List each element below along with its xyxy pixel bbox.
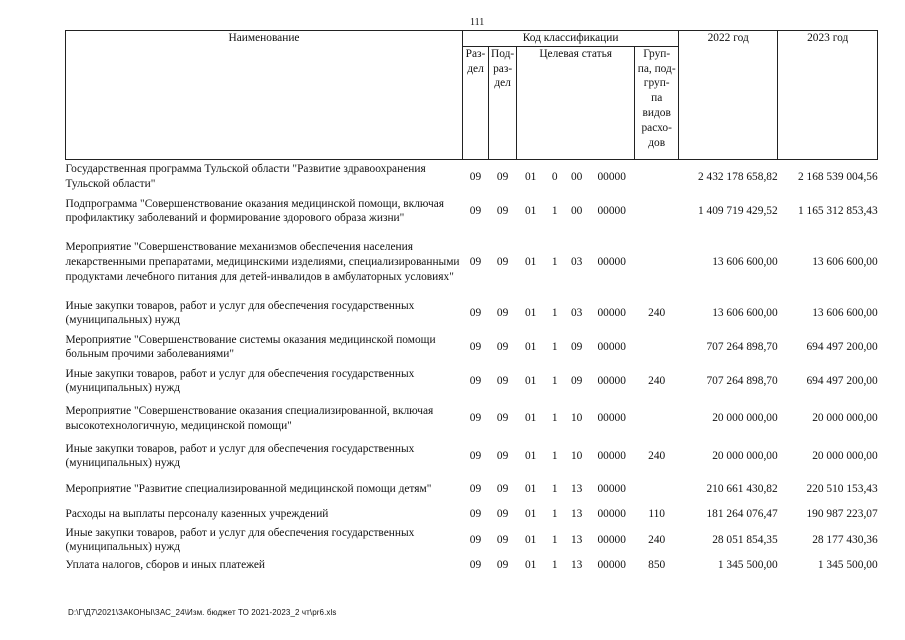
row-amount-2023: 694 497 200,00 (806, 340, 878, 353)
table-row (66, 523, 878, 557)
table-row (66, 228, 878, 296)
row-section: 09 (469, 255, 482, 268)
row-amount-2022: 1 345 500,00 (717, 559, 778, 572)
row-target-event: 10 (570, 412, 583, 425)
file-path-footer: D:\Г\Д7\2021\ЗАКОНЫ\ЗАС_24\Изм. бюджет ТО 2021-2023_2 чт\pr6.xls (68, 608, 337, 617)
row-target-event: 03 (570, 306, 583, 319)
row-target-direction: 00000 (597, 559, 626, 572)
header-section: Раз- дел (463, 46, 489, 159)
row-target-subprogram: 1 (551, 306, 558, 319)
row-target-subprogram: 1 (551, 559, 558, 572)
row-section: 09 (469, 483, 482, 496)
row-amount-2023: 20 000 000,00 (812, 412, 878, 425)
row-section: 09 (469, 508, 482, 521)
row-amount-2023: 1 165 312 853,43 (797, 204, 878, 217)
row-target-program: 01 (524, 412, 537, 425)
row-target-subprogram: 0 (551, 170, 558, 183)
row-subsection: 09 (496, 204, 509, 217)
row-amount-2022: 1 409 719 429,52 (697, 204, 778, 217)
row-target-event: 09 (570, 340, 583, 353)
row-target-event: 03 (570, 255, 583, 268)
row-target-subprogram: 1 (551, 374, 558, 387)
table-row (66, 159, 878, 194)
row-target-direction: 00000 (597, 449, 626, 462)
row-target-event: 00 (570, 170, 583, 183)
row-target-program: 01 (524, 508, 537, 521)
table-row (66, 330, 878, 364)
table-row (66, 557, 878, 574)
row-section: 09 (469, 374, 482, 387)
row-target-direction: 00000 (597, 340, 626, 353)
row-amount-2022: 13 606 600,00 (712, 306, 778, 319)
row-amount-2022: 13 606 600,00 (712, 255, 778, 268)
row-name: Иные закупки товаров, работ и услуг для обеспечения государственных (муниципальных) нужд (65, 299, 415, 327)
budget-table-container (65, 30, 878, 574)
row-target-program: 01 (524, 340, 537, 353)
row-expense-group (635, 473, 679, 506)
page-number: 111 (470, 17, 485, 28)
row-target-direction: 00000 (597, 204, 626, 217)
row-section: 09 (469, 340, 482, 353)
row-target-subprogram: 1 (551, 533, 558, 546)
budget-table (65, 30, 878, 574)
table-header (66, 31, 878, 160)
row-name: Иные закупки товаров, работ и услуг для обеспечения государственных (муниципальных) нужд (65, 442, 415, 470)
row-expense-group: 240 (648, 306, 666, 319)
table-row (66, 296, 878, 330)
row-amount-2023: 2 168 539 004,56 (797, 170, 878, 183)
table-row (66, 506, 878, 523)
table-row (66, 364, 878, 398)
table-row (66, 473, 878, 506)
row-name: Мероприятие "Совершенствование механизмов обеспечения населения лекарственными препаратами, медицинскими изделиями, специализированными продуктами лечебного питания для детей-инвалидов в амбулаторных условиях" (65, 241, 460, 283)
row-section: 09 (469, 449, 482, 462)
row-expense-group: 240 (648, 533, 666, 546)
row-name: Мероприятие "Совершенствование оказания специализированной, включая высокотехнологичную, медицинской помощи" (65, 405, 434, 432)
row-amount-2022: 28 051 854,35 (712, 533, 778, 546)
row-expense-group (635, 398, 679, 439)
row-target-subprogram: 1 (551, 412, 558, 425)
row-target-program: 01 (524, 255, 537, 268)
row-amount-2022: 707 264 898,70 (706, 374, 778, 387)
row-expense-group: 110 (648, 508, 666, 521)
row-name: Расходы на выплаты персоналу казенных учреждений (65, 508, 329, 521)
table-body (66, 159, 878, 574)
row-section: 09 (469, 533, 482, 546)
table-row (66, 194, 878, 228)
row-target-program: 01 (524, 170, 537, 183)
row-amount-2023: 220 510 153,43 (806, 483, 878, 496)
header-target-item: Целевая статья (517, 46, 635, 159)
row-target-event: 00 (570, 204, 583, 217)
header-classification-code: Код классификации (463, 31, 679, 47)
row-target-direction: 00000 (597, 170, 626, 183)
row-amount-2023: 28 177 430,36 (812, 533, 878, 546)
row-name: Мероприятие "Совершенствование системы оказания медицинской помощи больным прочими заболеваниями" (65, 333, 436, 361)
row-amount-2022: 181 264 076,47 (706, 508, 778, 521)
row-target-program: 01 (524, 449, 537, 462)
row-amount-2022: 20 000 000,00 (712, 449, 778, 462)
row-expense-group (635, 159, 679, 194)
row-section: 09 (469, 306, 482, 319)
row-target-direction: 00000 (597, 412, 626, 425)
row-amount-2022: 210 661 430,82 (706, 483, 778, 496)
row-target-event: 13 (570, 559, 583, 572)
header-name: Наименование (66, 31, 463, 160)
row-name: Иные закупки товаров, работ и услуг для обеспечения государственных (муниципальных) нужд (65, 526, 415, 554)
row-target-program: 01 (524, 559, 537, 572)
row-target-subprogram: 1 (551, 483, 558, 496)
row-name: Иные закупки товаров, работ и услуг для обеспечения государственных (муниципальных) нужд (65, 367, 415, 395)
header-subsection: Под- раз- дел (489, 46, 517, 159)
row-expense-group: 240 (648, 449, 666, 462)
row-subsection: 09 (496, 374, 509, 387)
row-section: 09 (469, 412, 482, 425)
row-target-subprogram: 1 (551, 255, 558, 268)
row-subsection: 09 (496, 412, 509, 425)
header-expense-group: Груп- па, под- груп- па видов расхо- дов (635, 46, 679, 159)
row-target-subprogram: 1 (551, 204, 558, 217)
row-amount-2023: 190 987 223,07 (806, 508, 878, 521)
row-target-event: 13 (570, 508, 583, 521)
row-target-event: 10 (570, 449, 583, 462)
row-subsection: 09 (496, 170, 509, 183)
row-expense-group: 240 (648, 374, 666, 387)
table-row (66, 439, 878, 473)
row-name: Подпрограмма "Совершенствование оказания медицинской помощи, включая профилактику заболеваний и формирование здорового образа жизни" (65, 197, 444, 225)
row-name: Мероприятие "Развитие специализированной медицинской помощи детям" (65, 483, 432, 496)
row-target-direction: 00000 (597, 508, 626, 521)
row-name: Государственная программа Тульской области "Развитие здравоохранения Тульской области" (65, 163, 426, 191)
row-target-program: 01 (524, 204, 537, 217)
row-amount-2023: 20 000 000,00 (812, 449, 878, 462)
row-target-program: 01 (524, 483, 537, 496)
row-subsection: 09 (496, 255, 509, 268)
row-expense-group (635, 228, 679, 296)
row-amount-2023: 694 497 200,00 (806, 374, 878, 387)
row-subsection: 09 (496, 508, 509, 521)
row-expense-group (635, 194, 679, 228)
row-target-direction: 00000 (597, 306, 626, 319)
row-section: 09 (469, 559, 482, 572)
row-target-event: 09 (570, 374, 583, 387)
row-name: Уплата налогов, сборов и иных платежей (65, 559, 265, 572)
header-year-2023: 2023 год (778, 31, 878, 160)
row-section: 09 (469, 170, 482, 183)
row-target-subprogram: 1 (551, 449, 558, 462)
row-target-event: 13 (570, 533, 583, 546)
row-amount-2023: 13 606 600,00 (812, 255, 878, 268)
row-target-program: 01 (524, 306, 537, 319)
row-target-direction: 00000 (597, 374, 626, 387)
row-expense-group (635, 330, 679, 364)
row-subsection: 09 (496, 559, 509, 572)
row-subsection: 09 (496, 483, 509, 496)
row-section: 09 (469, 204, 482, 217)
row-subsection: 09 (496, 533, 509, 546)
row-target-program: 01 (524, 533, 537, 546)
row-subsection: 09 (496, 449, 509, 462)
header-year-2022: 2022 год (679, 31, 778, 160)
row-subsection: 09 (496, 306, 509, 319)
row-target-direction: 00000 (597, 533, 626, 546)
row-amount-2023: 1 345 500,00 (817, 559, 878, 572)
row-target-direction: 00000 (597, 255, 626, 268)
row-target-event: 13 (570, 483, 583, 496)
row-subsection: 09 (496, 340, 509, 353)
row-target-program: 01 (524, 374, 537, 387)
row-amount-2023: 13 606 600,00 (812, 306, 878, 319)
row-amount-2022: 2 432 178 658,82 (697, 170, 778, 183)
row-target-direction: 00000 (597, 483, 626, 496)
row-amount-2022: 20 000 000,00 (712, 412, 778, 425)
row-target-subprogram: 1 (551, 340, 558, 353)
table-row (66, 398, 878, 439)
row-expense-group: 850 (648, 559, 666, 572)
row-target-subprogram: 1 (551, 508, 558, 521)
row-amount-2022: 707 264 898,70 (706, 340, 778, 353)
